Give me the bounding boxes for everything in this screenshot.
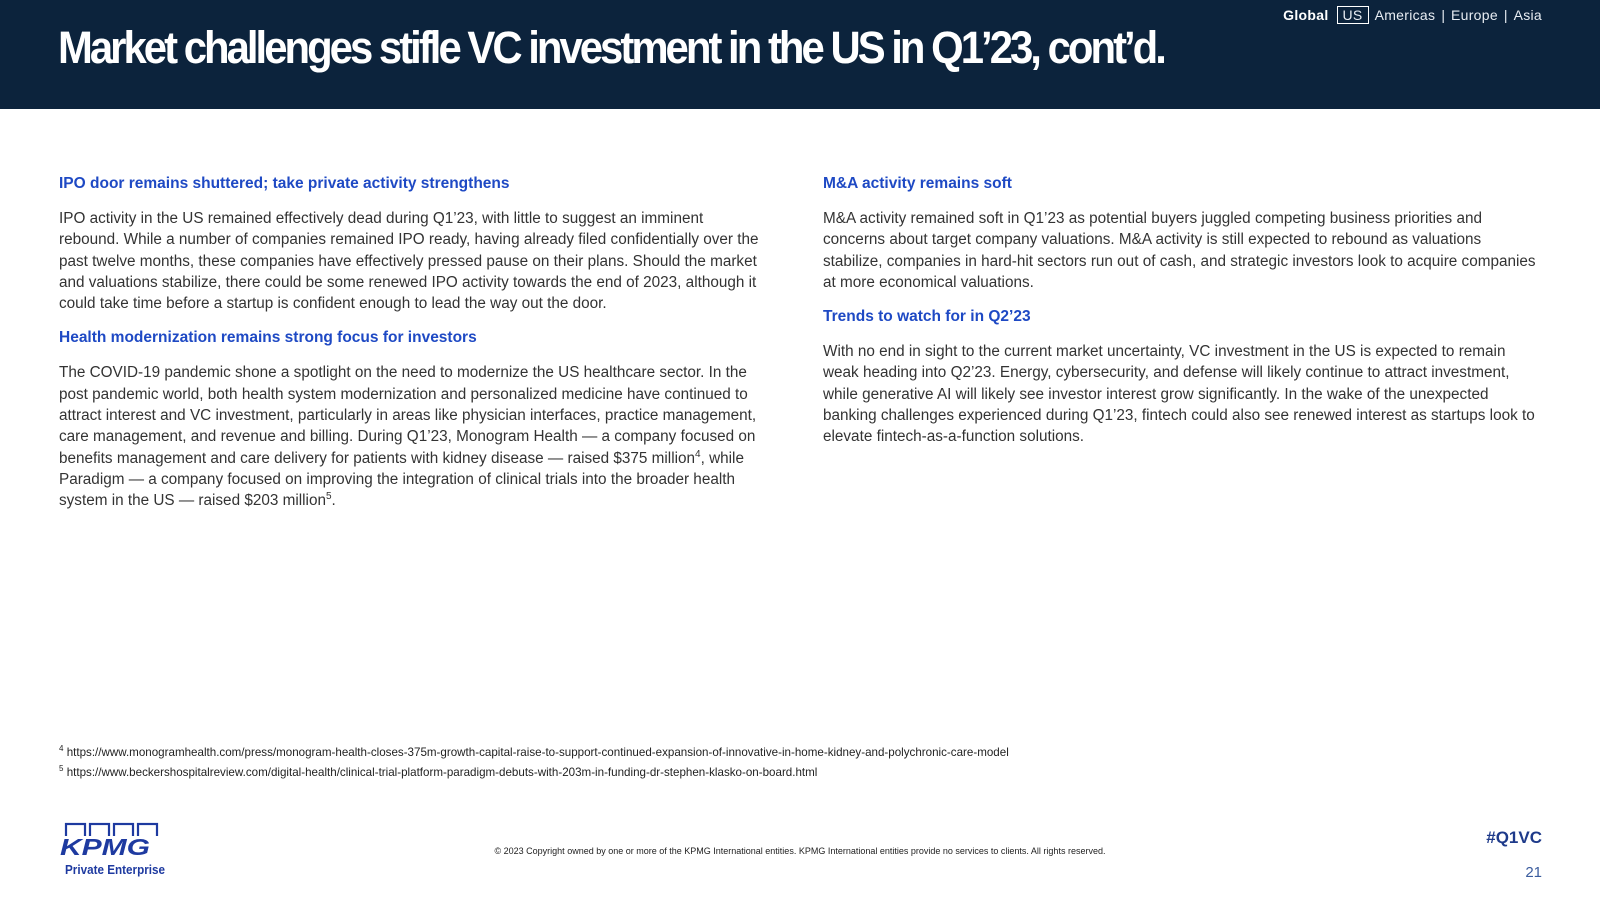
region-nav [1283,6,1542,24]
logo-wordmark: KPMG [60,834,151,860]
footnotes [59,741,1009,781]
section-body-trends: With no end in sight to the current market uncertainty, VC investment in the US is expected to remain weak heading into Q2’23. Energy, cybersecurity, and defense will likely continue to attract investment, while generative AI will likely see investor interest grow significantly. In the wake of the unexpected banking challenges experienced during Q1’23, fintech could also see renewed interest as startups look to elevate fintech-as-a-function solutions. [823,343,1535,446]
health-body-part1: The COVID-19 pandemic shone a spotlight on the need to modernize the US healthcare sector. In the post pandemic world, both health system modernization and personalized medicine have continued to attract interest and VC investment, particularly in areas like physician interfaces, practice management, care management, and revenue and billing. During Q1’23, Monogram Health — a company focused on benefits management and care delivery for patients with kidney disease — raised $375 million [59,364,757,467]
region-link-europe[interactable]: Europe [1450,7,1498,23]
footnote-marker: 4 [59,744,64,753]
region-separator: | [1503,7,1508,23]
hashtag: #Q1VC [1486,828,1542,847]
section-body-ipo: IPO activity in the US remained effectively dead during Q1’23, with little to suggest an imminent rebound. While a number of companies remained IPO ready, having already filed confidentially over the past twelve months, these companies have effectively pressed pause on their plans. Should the market and valuations stabilize, there could be some renewed IPO activity towards the end of 2023, although it could take time before a startup is confident enough to lead the way out the door. [59,210,759,313]
region-link-global[interactable]: Global [1283,7,1329,23]
page-number: 21 [1525,864,1542,881]
section-body-ma: M&A activity remained soft in Q1’23 as potential buyers juggled competing business priorities and concerns about target company valuations. M&A activity is still expected to rebound as valuations stabilize, companies in hard-hit sectors run out of cash, and strategic investors look to acquire companies at more economical valuations. [823,210,1536,291]
health-body-part2: , while Paradigm — a company focused on improving the integration of clinical trials into the broader health system in the US — raised $203 million [59,449,744,510]
section-heading-ipo: IPO door remains shuttered; take private activity strengthens [59,175,510,192]
left-column [59,174,765,526]
health-body-part3: . [331,492,336,510]
footnote-ref-4: 4 [695,448,701,460]
region-link-americas[interactable]: Americas [1374,7,1436,23]
section-heading-trends: Trends to watch for in Q2’23 [823,308,1031,326]
region-link-asia[interactable]: Asia [1513,7,1542,23]
copyright-notice: © 2023 Copyright owned by one or more of the KPMG International entities. KPMG International entities provide no services to clients. All rights reserved. [494,846,1106,856]
logo-subtext: Private Enterprise [65,862,165,877]
header-bar [0,0,1600,109]
right-column [823,174,1543,462]
footnote-ref-5: 5 [325,491,332,503]
footnote-marker: 5 [59,763,64,773]
section-heading-health: Health modernization remains strong focus for investors [59,329,477,347]
footnote-4 [59,741,1009,761]
page-title: Market challenges stifle VC investment in the US in Q1’23, cont’d. [58,22,1164,73]
footnote-link[interactable]: https://www.beckershospitalreview.com/digital-health/clinical-trial-platform-paradigm-debuts-with-203m-in-funding-dr-stephen-klasko-on-board.html [66,765,818,779]
footnote-5 [59,761,1009,781]
region-link-us[interactable]: US [1337,6,1369,24]
region-separator: | [1441,7,1445,23]
footnote-link[interactable]: https://www.monogramhealth.com/press/monogram-health-closes-375m-growth-capital-raise-to-support-continued-expansion-of-innovative-in-home-kidney-and-polychronic-care-model [66,745,1009,759]
section-body-health [59,362,765,511]
section-heading-ma: M&A activity remains soft [823,175,1012,192]
